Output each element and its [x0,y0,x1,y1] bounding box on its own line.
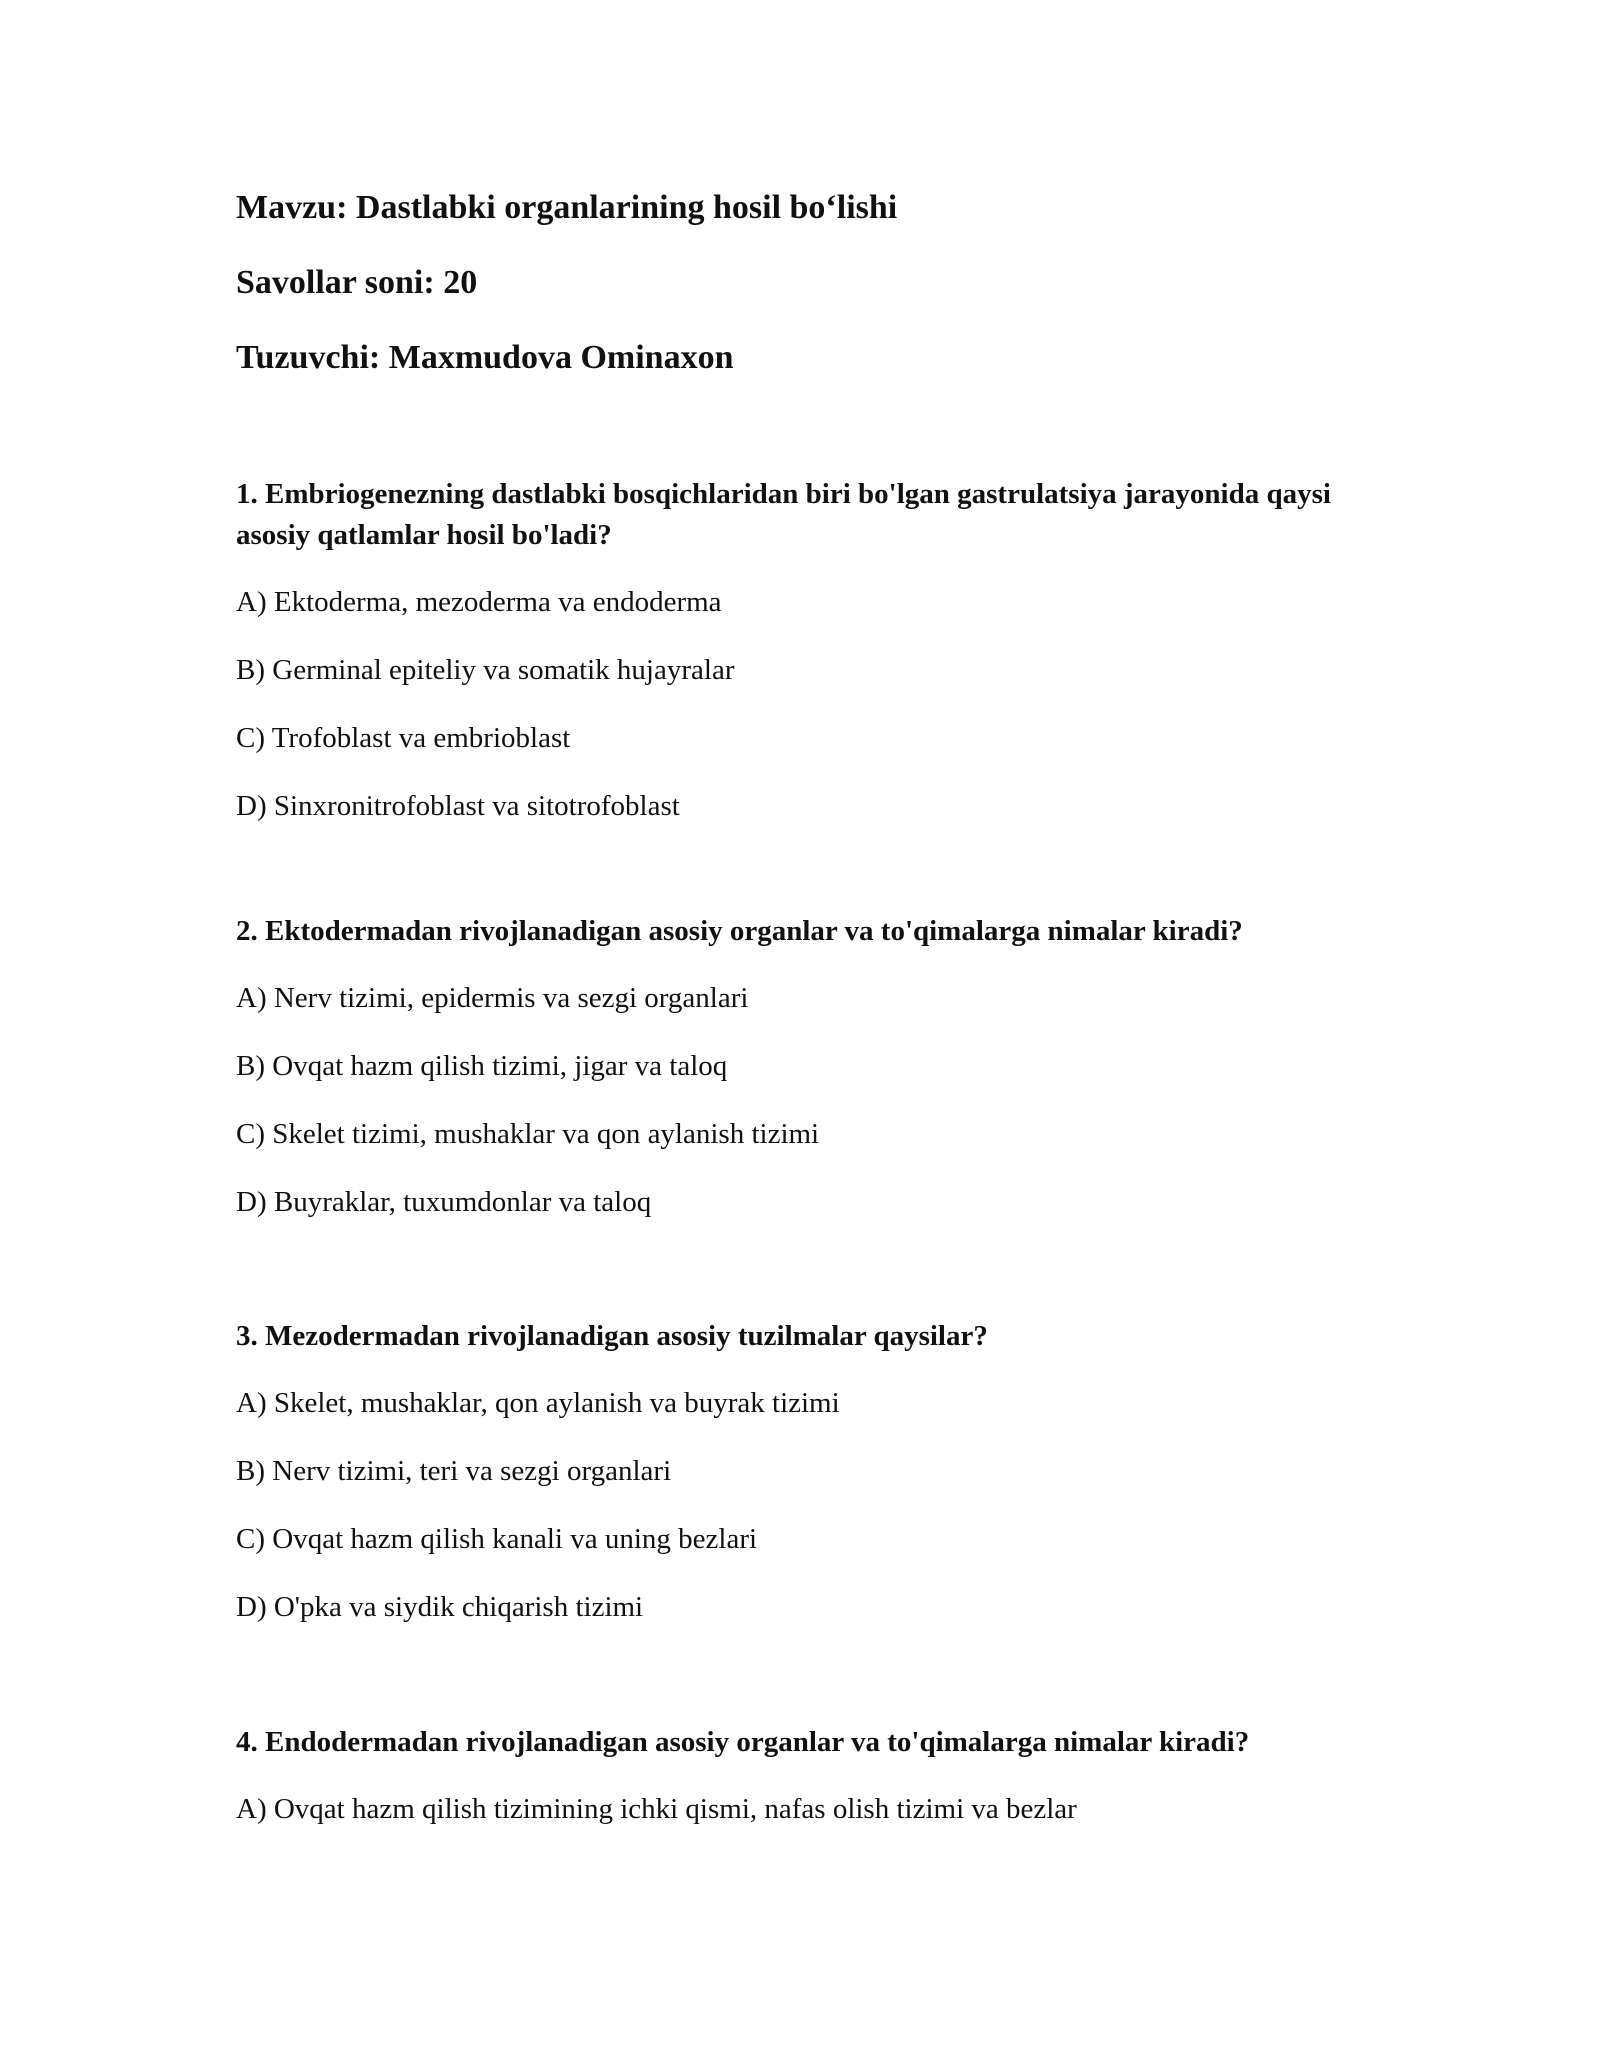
question-body: Mezodermadan rivojlanadigan asosiy tuzilmalar qaysilar? [265,1320,988,1352]
question-text [236,474,1376,556]
question-number: 1. [236,478,258,510]
question-text [236,1316,1376,1357]
topic-title: Mavzu: Dastlabki organlarining hosil bo‘lishi [236,189,898,226]
question-body: Ektodermadan rivojlanadigan asosiy organlar va to'qimalarga nimalar kiradi? [265,915,1243,947]
question-number: 2. [236,915,258,947]
answer-option-a: A) Skelet, mushaklar, qon aylanish va buyrak tizimi [236,1387,840,1419]
question-2 [236,911,1376,1250]
answer-option-d: D) Buyraklar, tuxumdonlar va taloq [236,1186,652,1218]
author-line: Tuzuvchi: Maxmudova Ominaxon [236,339,734,376]
question-text [236,911,1376,952]
question-text [236,1722,1376,1763]
answer-option-b: B) Germinal epiteliy va somatik hujayralar [236,654,735,686]
answer-option-d: D) O'pka va siydik chiqarish tizimi [236,1591,644,1623]
answer-option-c: C) Trofoblast va embrioblast [236,722,571,754]
answer-option-b: B) Nerv tizimi, teri va sezgi organlari [236,1455,672,1487]
answer-option-a: A) Nerv tizimi, epidermis va sezgi organlari [236,982,749,1014]
answer-option-a: A) Ovqat hazm qilish tizimining ichki qismi, nafas olish tizimi va bezlar [236,1793,1077,1825]
question-number: 4. [236,1726,258,1758]
answer-option-c: C) Skelet tizimi, mushaklar va qon aylanish tizimi [236,1118,820,1150]
question-1 [236,474,1376,854]
answer-option-d: D) Sinxronitrofoblast va sitotrofoblast [236,790,680,822]
question-4 [236,1722,1376,1857]
question-3 [236,1316,1376,1655]
question-body: Endodermadan rivojlanadigan asosiy organlar va to'qimalarga nimalar kiradi? [265,1726,1250,1758]
question-body: Embriogenezning dastlabki bosqichlaridan biri bo'lgan gastrulatsiya jarayonida qaysi asosiy qatlamlar hosil bo'ladi? [236,478,1331,551]
answer-option-c: C) Ovqat hazm qilish kanali va uning bezlari [236,1523,758,1555]
answer-option-a: A) Ektoderma, mezoderma va endoderma [236,586,722,618]
question-count: Savollar soni: 20 [236,264,478,301]
question-number: 3. [236,1320,258,1352]
answer-option-b: B) Ovqat hazm qilish tizimi, jigar va taloq [236,1050,728,1082]
